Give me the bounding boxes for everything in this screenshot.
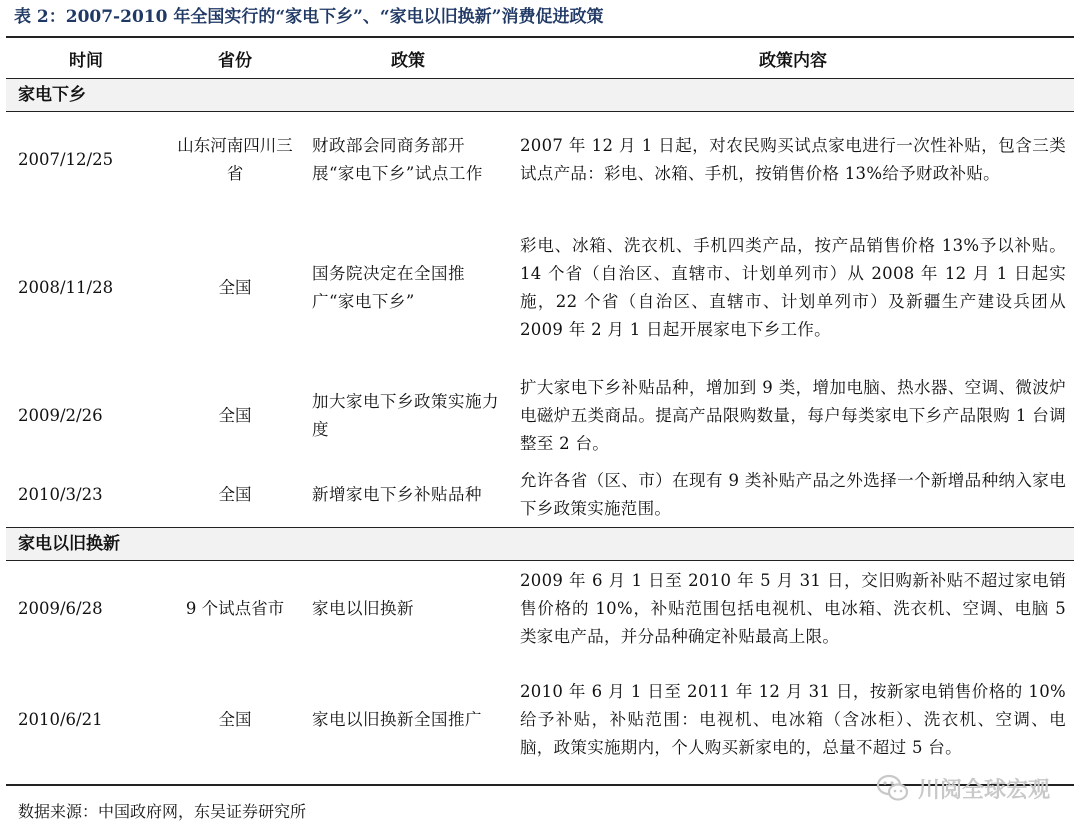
- table-header-row: [6, 37, 1074, 79]
- cell-policy: 国务院决定在全国推广“家电下乡”: [312, 263, 465, 311]
- cell-policy: 加大家电下乡政策实施力度: [312, 391, 499, 439]
- cell-date: 2008/11/28: [18, 277, 114, 297]
- cell-content: 扩大家电下乡补贴品种，增加到 9 类，增加电脑、热水器、空调、微波炉电磁炉五类商品。提高产品限购数量，每户每类家电下乡产品限购 1 台调整至 2 台。: [520, 377, 1066, 453]
- table-row: [6, 464, 1074, 528]
- policy-table: [6, 36, 1074, 786]
- cell-date: 2010/3/23: [18, 485, 103, 505]
- cell-content: 2010 年 6 月 1 日至 2011 年 12 月 31 日，按新家电销售价格的 10%给予补贴，补贴范围：电视机、电冰箱（含冰柜）、洗衣机、空调、电脑，政策实施期内，个人购买新家电的，总量不超过 5 台。: [512, 657, 1074, 785]
- wechat-icon: [876, 773, 910, 803]
- cell-content: 2007 年 12 月 1 日起，对农民购买试点家电进行一次性补贴，包含三类试点产品：彩电、冰箱、手机，按销售价格 13%给予财政补贴。: [520, 135, 1066, 183]
- cell-policy: 家电以旧换新: [312, 598, 414, 618]
- table-row: [6, 561, 1074, 657]
- cell-province: 全国: [218, 405, 252, 425]
- section-label: 家电下乡: [6, 79, 1074, 112]
- cell-policy: 财政部会同商务部开展“家电下乡”试点工作: [312, 135, 483, 183]
- section-label: 家电以旧换新: [6, 528, 1074, 561]
- table-row: [6, 657, 1074, 785]
- cell-province: 9 个试点省市: [185, 598, 285, 618]
- cell-province: 全国: [218, 485, 252, 505]
- header-time: 时间: [6, 37, 166, 79]
- cell-province: 山东河南四川三省: [177, 135, 293, 183]
- cell-date: 2009/2/26: [18, 405, 103, 425]
- cell-policy: 新增家电下乡补贴品种: [312, 485, 482, 505]
- cell-date: 2009/6/28: [18, 598, 103, 618]
- header-content: 政策内容: [512, 37, 1074, 79]
- watermark-text: 川阅全球宏观: [917, 777, 1050, 803]
- cell-content: 允许各省（区、市）在现有 9 类补贴产品之外选择一个新增品种纳入家电下乡政策实施范围。: [520, 471, 1066, 519]
- cell-province: 全国: [218, 277, 252, 297]
- cell-content: 2009 年 6 月 1 日至 2010 年 5 月 31 日，交旧购新补贴不超过家电销售价格的 10%，补贴范围包括电视机、电冰箱、洗衣机、空调、电脑 5 类家电产品，并分品种确定补贴最高上限。: [520, 570, 1066, 646]
- section-row: [6, 79, 1074, 112]
- cell-province: 全国: [166, 657, 304, 785]
- section-row: [6, 528, 1074, 561]
- table-row: [6, 112, 1074, 208]
- table-title: 表 2：2007-2010 年全国实行的“家电下乡”、“家电以旧换新”消费促进政策: [14, 7, 604, 27]
- cell-content: 彩电、冰箱、洗衣机、手机四类产品，按产品销售价格 13%予以补贴。14 个省（自治区、直辖市、计划单列市）从 2008 年 12 月 1 日起实施，22 个省（自治区、直辖市、计划单列市）及新疆生产建设兵团从 2009 年 2 月 1 日起开展家电下乡工作。: [520, 235, 1066, 339]
- table-row: [6, 208, 1074, 368]
- table-row: [6, 368, 1074, 464]
- header-policy: 政策: [304, 37, 512, 79]
- cell-date: 2007/12/25: [18, 149, 114, 169]
- data-source-note: 数据来源：中国政府网，东吴证券研究所: [18, 802, 307, 821]
- header-province: 省份: [166, 37, 304, 79]
- cell-policy: 家电以旧换新全国推广: [304, 657, 512, 785]
- cell-date: 2010/6/21: [6, 657, 166, 785]
- watermark: [876, 770, 1050, 806]
